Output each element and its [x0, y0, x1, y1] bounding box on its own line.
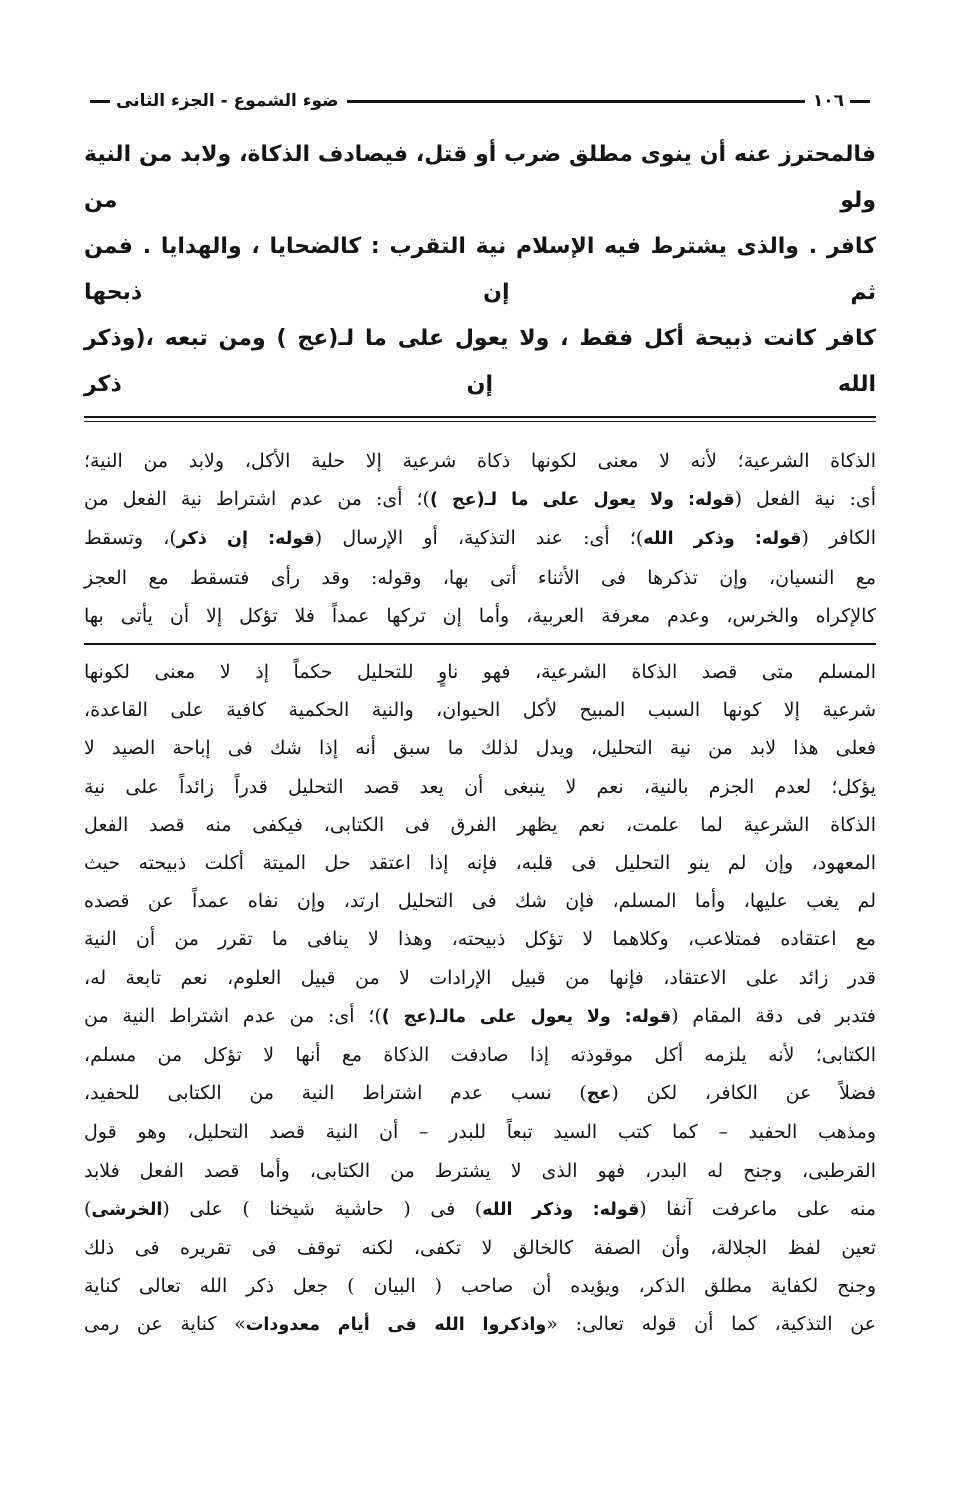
page [84, 84, 876, 1424]
commentary-line [84, 729, 876, 767]
commentary-text: القرطبى، وجنح له البدر، فهو الذى لا يشترط من الكتابى، وأما قصد الفعل فلابد [84, 1159, 876, 1182]
commentary-text: )؛ أى: من عدم اشتراط نية الفعل من [84, 488, 430, 511]
commentary-text: )، وتسقط [84, 527, 177, 550]
commentary-text: ومذهب الحفيد – كما كتب السيد تبعاً للبدر – أن النية قصد التحليل، وهو قول [84, 1121, 876, 1144]
quoted-phrase: قوله: وذكر الله [643, 529, 802, 550]
commentary-text: مع النسيان، وإن تذكرها فى الأثناء أتى بها، وقوله: وقد رأى فتسقط مع العجز [84, 566, 876, 589]
commentary-text: قدر زائد على الاعتقاد، فإنها من قبيل الإرادات لا من قبيل العلوم، نعم تابعة له، [84, 966, 876, 989]
header-dash [850, 100, 870, 103]
commentary-text: الذكاة الشرعية؛ لأنه لا معنى لكونها ذكاة شرعية إلا حلية الأكل، ولابد من النية؛ [84, 450, 876, 472]
commentary-text: عن التذكية، كما أن قوله تعالى: « [546, 1313, 876, 1336]
commentary-separator [84, 643, 876, 645]
commentary-line [84, 1036, 876, 1074]
commentary-text: الذكاة الشرعية لما علمت، نعم يظهر الفرق فى الكتابى، فيكفى منه قصد الفعل [84, 813, 876, 836]
header-dash [90, 100, 110, 103]
commentary-line [84, 1074, 876, 1113]
commentary-text: ) فى ( حاشية شيخنا ) على ( [162, 1197, 483, 1220]
commentary-line [84, 559, 876, 597]
commentary-text: الكافر ( [801, 527, 876, 550]
commentary-line [84, 480, 876, 519]
commentary-text: منه على ماعرفت آنفا ( [639, 1197, 877, 1220]
commentary-text: يؤكل؛ لعدم الجزم بالنية، نعم لا ينبغى أن يعد قصد التحليل قدراً زائداً على نية [84, 775, 876, 798]
commentary-text: وجنح لكفاية مطلق الذكر، ويؤيده أن صاحب ( البيان ) جعل ذكر الله تعالى كناية [84, 1275, 876, 1298]
page-number: ١٠٦ [812, 91, 844, 111]
commentary-line [84, 768, 876, 806]
commentary-line [84, 1113, 876, 1151]
main-text-line: فالمحترز عنه أن ينوى مطلق ضرب أو قتل، فيصادف الذكاة، ولابد من النية ولو من [84, 142, 876, 213]
header-rule [347, 100, 805, 103]
quoted-phrase: قوله: ولا يعول على ما لـ(عج ) [429, 490, 735, 511]
commentary-line [84, 1229, 876, 1267]
commentary-text: شرعية إلا كونها السبب المبيح لأكل الحيوان، والنية الحكمية كافية على القاعدة، [84, 699, 876, 722]
commentary-text: ) نسب عدم اشتراط النية من الكتابى للحفيد، [84, 1082, 587, 1105]
quoted-phrase: قوله: ولا يعول على مالـ(عج ) [381, 1006, 672, 1027]
quoted-phrase: الخرشى [91, 1199, 163, 1220]
book-title: ضوء الشموع - الجزء الثانى [116, 91, 339, 111]
commentary-text: )؛ أى: عند التذكية، أو الإرسال ( [314, 527, 644, 550]
commentary-text: مع اعتقاده فمتلاعب، وكلاهما لا تؤكل ذبيحته، وهذا لا ينافى ما تقرر من أن النية [84, 928, 876, 951]
commentary-text: ) [84, 1197, 92, 1220]
commentary-line [84, 1152, 876, 1190]
main-text-separator [84, 416, 876, 422]
commentary-line [84, 997, 876, 1036]
commentary-bottom [84, 653, 876, 1345]
commentary-line [84, 844, 876, 882]
commentary-line [84, 806, 876, 844]
commentary-line [84, 1267, 876, 1305]
commentary-line [84, 442, 876, 480]
commentary-text: كالإكراه والخرس، وعدم معرفة العربية، وأما إن تركها عمداً فلا تؤكل إلا أن يأتى بها [84, 604, 876, 627]
commentary-text: تعين لفظ الجلالة، وأن الصفة كالخالق لا تكفى، لكنه توقف فى تقريره فى ذلك [84, 1237, 876, 1260]
commentary-line [84, 1305, 876, 1344]
commentary-text: )؛ أى: من عدم اشتراط النية من [84, 1004, 382, 1027]
quoted-phrase: قوله: إن ذكر [176, 529, 315, 550]
quoted-phrase: عج [586, 1084, 612, 1105]
main-text-line: كافر . والذى يشترط فيه الإسلام نية التقرب : كالضحايا ، والهدايا . فمن ثم إن ذبحها [84, 234, 876, 305]
running-header [84, 84, 876, 118]
commentary-top [84, 442, 876, 635]
commentary-line [84, 1190, 876, 1229]
commentary-text: فضلاً عن الكافر، لكن ( [611, 1082, 876, 1105]
commentary-text: أى: نية الفعل ( [734, 488, 876, 511]
commentary-line [84, 959, 876, 997]
main-text-line: كافر كانت ذبيحة أكل فقط ، ولا يعول على ما لـ(عج ) ومن تبعه ،(وذكر الله إن ذكر [84, 326, 876, 397]
commentary-text: فتدبر فى دقة المقام ( [671, 1004, 876, 1027]
commentary-line [84, 920, 876, 958]
commentary-text: لم يغب عليها، وأما المسلم، فإن شك فى التحليل ارتد، وإن نفاه عمداً عن قصده [84, 890, 876, 913]
commentary-text: المعهود، وإن لم ينو التحليل فى قلبه، فإنه إذا اعتقد حل الميتة أكلت ذبيحته حيث [84, 852, 876, 875]
commentary-line [84, 882, 876, 920]
main-text [84, 132, 876, 408]
quoted-phrase: واذكروا الله فى أيام معدودات [245, 1315, 547, 1336]
commentary-text: الكتابى؛ لأنه يلزمه أكل موقوذته إذا صادفت الذكاة مع أنها لا تؤكل من مسلم، [84, 1044, 876, 1067]
commentary-line [84, 691, 876, 729]
quoted-phrase: قوله: وذكر الله [482, 1199, 640, 1220]
commentary-line [84, 597, 876, 635]
commentary-text: » كناية عن رمى [84, 1313, 246, 1336]
commentary-text: فعلى هذا لابد من نية التحليل، ويدل لذلك ما سبق أنه إذا شك فى إباحة الصيد لا [84, 737, 876, 760]
commentary-text: المسلم متى قصد الذكاة الشرعية، فهو ناوٍ للتحليل حكماً إذ لا معنى لكونها [84, 661, 876, 684]
commentary-line [84, 653, 876, 691]
commentary-line [84, 519, 876, 558]
